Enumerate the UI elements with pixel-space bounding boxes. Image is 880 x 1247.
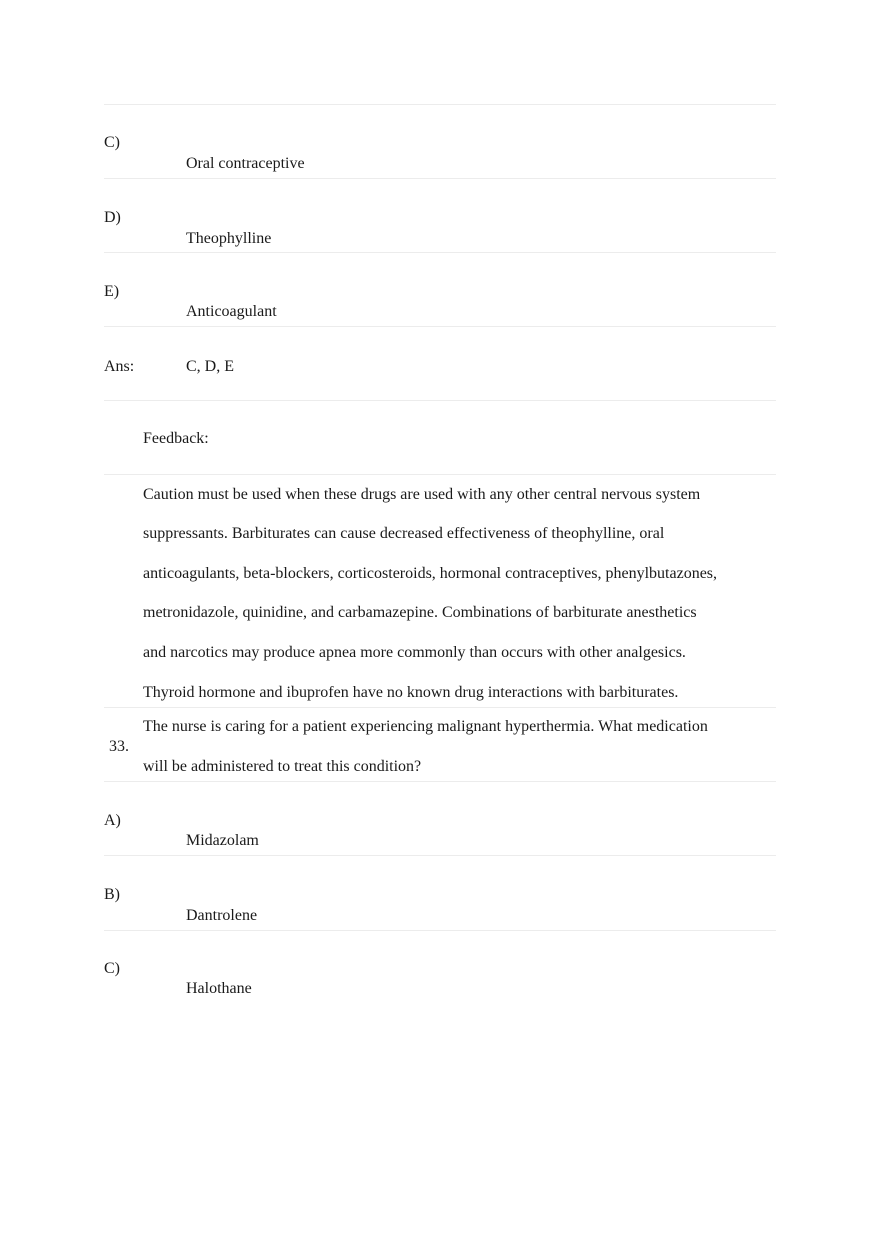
divider — [104, 104, 776, 105]
option-letter: E) — [104, 283, 120, 300]
option-letter: D) — [104, 209, 121, 226]
feedback-line: Thyroid hormone and ibuprofen have no known drug interactions with barbiturates. — [143, 684, 679, 701]
option-text: Anticoagulant — [186, 303, 277, 320]
divider — [104, 930, 776, 931]
divider — [104, 781, 776, 782]
divider — [104, 400, 776, 401]
option-text: Halothane — [186, 980, 252, 997]
feedback-label: Feedback: — [143, 430, 209, 447]
question-stem-line: will be administered to treat this condition? — [143, 758, 422, 775]
feedback-line: anticoagulants, beta-blockers, corticosteroids, hormonal contraceptives, phenylbutazones, — [143, 565, 718, 582]
feedback-line: and narcotics may produce apnea more commonly than occurs with other analgesics. — [143, 644, 686, 661]
divider — [104, 474, 776, 475]
option-text: Theophylline — [186, 230, 272, 247]
question-number: 33. — [109, 738, 129, 755]
feedback-line: Caution must be used when these drugs are used with any other central nervous system — [143, 486, 701, 503]
divider — [104, 855, 776, 856]
option-letter: C) — [104, 960, 120, 977]
option-text: Midazolam — [186, 832, 259, 849]
feedback-line: metronidazole, quinidine, and carbamazepine. Combinations of barbiturate anesthetics — [143, 604, 697, 621]
feedback-line: suppressants. Barbiturates can cause decreased effectiveness of theophylline, oral — [143, 525, 665, 542]
option-letter: B) — [104, 886, 120, 903]
question-stem-line: The nurse is caring for a patient experiencing malignant hyperthermia. What medication — [143, 718, 708, 735]
answer-label: Ans: — [104, 358, 135, 375]
divider — [104, 326, 776, 327]
option-letter: A) — [104, 812, 121, 829]
divider — [104, 178, 776, 179]
answer-value: C, D, E — [186, 358, 234, 375]
option-text: Dantrolene — [186, 907, 258, 924]
option-text: Oral contraceptive — [186, 155, 305, 172]
option-letter: C) — [104, 134, 120, 151]
divider — [104, 252, 776, 253]
divider — [104, 707, 776, 708]
